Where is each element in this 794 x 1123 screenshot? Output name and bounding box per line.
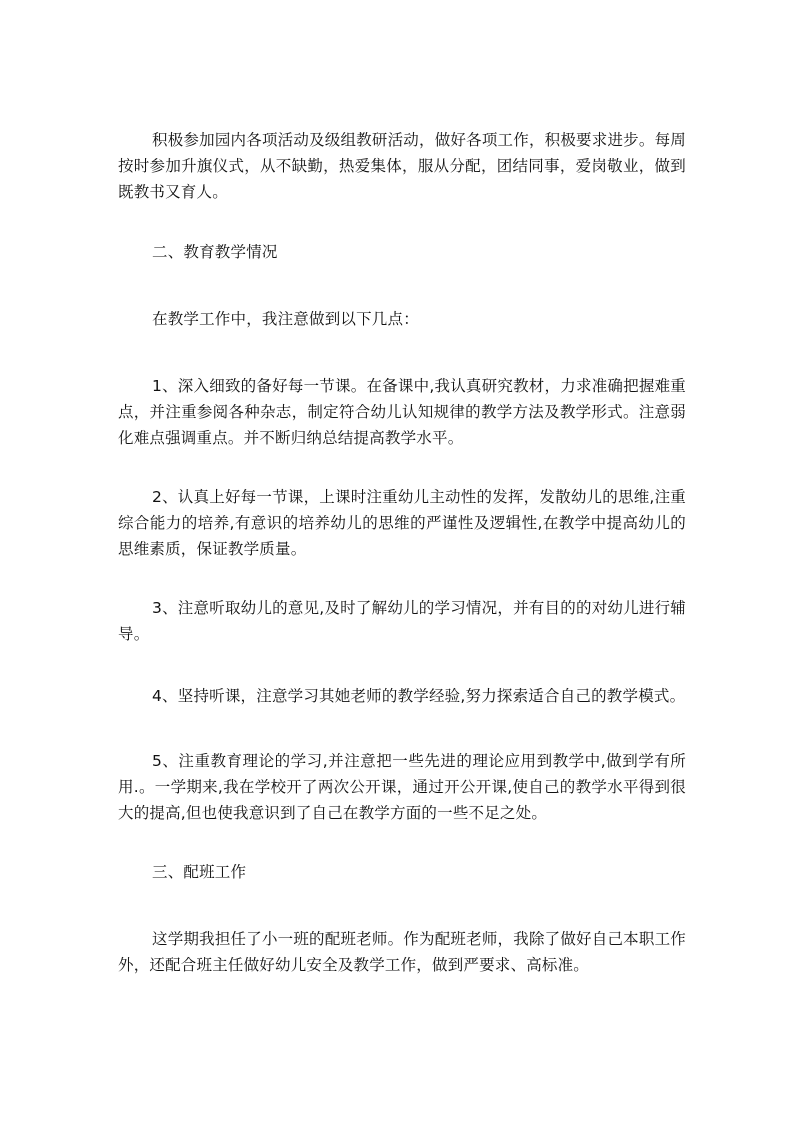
- paragraph-participation: 积极参加园内各项活动及级组教研活动，做好各项工作，积极要求进步。每周按时参加升旗仪式，从不缺勤，热爱集体，服从分配，团结同事，爱岗敬业，做到既教书又育人。: [118, 131, 686, 201]
- heading-co-teaching: 三、配班工作: [152, 863, 247, 881]
- paragraph-point-4: 4、坚持听课，注意学习其她老师的教学经验,努力探索适合自己的教学模式。: [152, 687, 686, 705]
- paragraph-point-2: 2、认真上好每一节课，上课时注重幼儿主动性的发挥，发散幼儿的思维,注重综合能力的培养,有意识的培养幼儿的思维的严谨性及逻辑性,在教学中提高幼儿的思维素质，保证教学质量。: [118, 488, 686, 558]
- paragraph-intro-points: 在教学工作中，我注意做到以下几点：: [152, 310, 419, 328]
- paragraph-co-teaching: 这学期我担任了小一班的配班老师。作为配班老师，我除了做好自己本职工作外，还配合班主任做好幼儿安全及教学工作，做到严要求、高标准。: [118, 930, 686, 974]
- heading-teaching: 二、教育教学情况: [152, 243, 278, 261]
- paragraph-point-1: 1、深入细致的备好每一节课。在备课中,我认真研究教材，力求准确把握难重点，并注重参阅各种杂志，制定符合幼儿认知规律的教学方法及教学形式。注意弱化难点强调重点。并不断归纳总结提高教学水平。: [118, 377, 686, 447]
- paragraph-point-3: 3、注意听取幼儿的意见,及时了解幼儿的学习情况，并有目的的对幼儿进行辅导。: [118, 599, 686, 643]
- paragraph-point-5: 5、注重教育理论的学习,并注意把一些先进的理论应用到教学中,做到学有所用.。一学期来,我在学校开了两次公开课，通过开公开课,使自己的教学水平得到很大的提高,但也使我意识到了自己在教学方面的一些不足之处。: [118, 752, 686, 822]
